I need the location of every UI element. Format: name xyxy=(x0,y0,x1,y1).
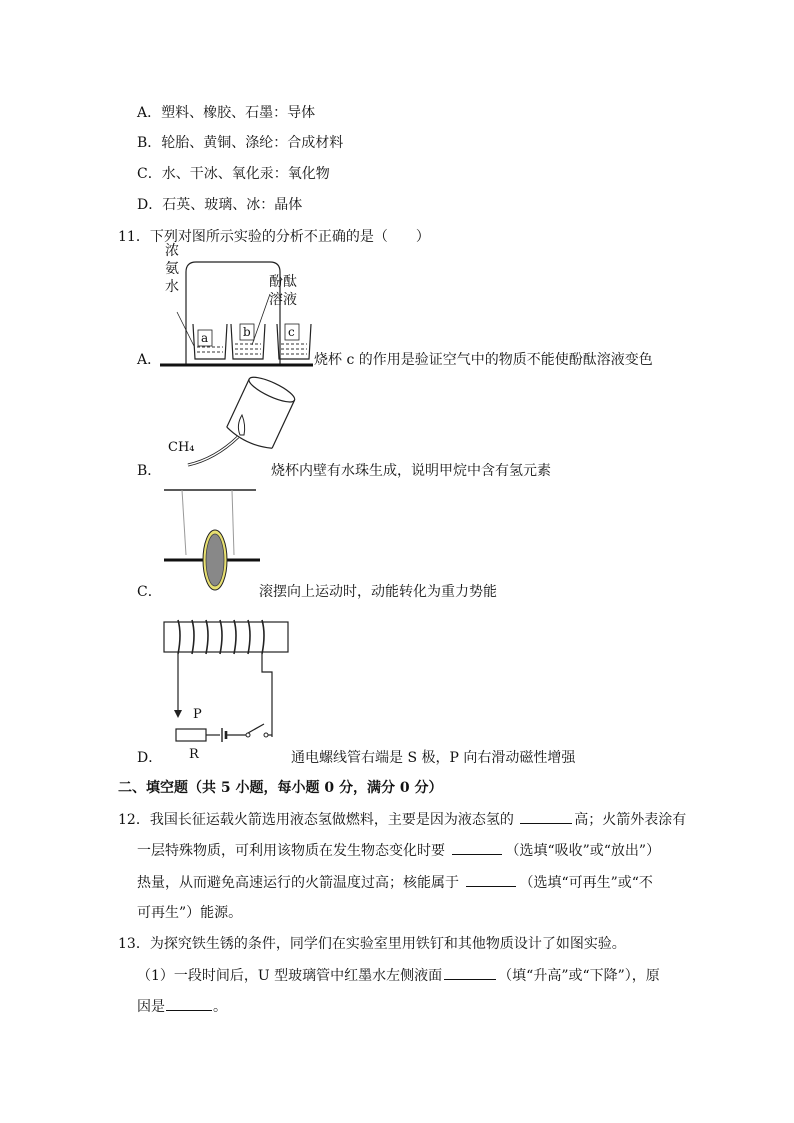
q11-d-text: 通电螺线管右端是 S 极，P 向右滑动磁性增强 xyxy=(291,750,576,766)
q12-line-3: 热量，从而避免高速运行的火箭温度过高；核能属于 （选填“可再生”或“不 xyxy=(137,872,653,893)
q12-line-4: 可再生”）能源。 xyxy=(137,905,243,921)
q10-option-b: B．轮胎、黄铜、涤纶：合成材料 xyxy=(137,135,344,151)
q12-blank-1[interactable] xyxy=(520,809,572,824)
methane-combustion-diagram xyxy=(160,375,280,485)
q13-blank-1[interactable] xyxy=(444,965,496,980)
q11-a-letter: A． xyxy=(137,352,162,368)
q10-option-c: C．水、干冰、氧化汞：氧化物 xyxy=(137,166,330,182)
section-title: 二、填空题（共 5 小题，每小题 0 分，满分 0 分） xyxy=(118,780,443,796)
q12-blank-3[interactable] xyxy=(466,872,516,887)
conc-ammonia-label-3: 水 xyxy=(165,279,179,295)
conc-ammonia-label-2: 氨 xyxy=(165,261,179,277)
solenoid-circuit-diagram xyxy=(160,612,300,752)
q12-line-1: 12．我国长征运载火箭选用液态氢做燃料，主要是因为液态氢的 高；火箭外表涂有 xyxy=(118,809,686,830)
q11-stem: 11．下列对图所示实验的分析不正确的是（ ） xyxy=(118,229,430,245)
r-label: R xyxy=(189,747,199,762)
q10-option-d: D．石英、玻璃、冰：晶体 xyxy=(137,197,303,213)
q11-b-text: 烧杯内壁有水珠生成，说明甲烷中含有氢元素 xyxy=(271,463,551,479)
q13-part1-line1: （1）一段时间后，U 型玻璃管中红墨水左侧液面 （填“升高”或“下降”），原 xyxy=(137,965,660,986)
q13-part1-line2: 因是 。 xyxy=(137,996,227,1017)
beaker-a-label: a xyxy=(201,331,209,345)
q11-c-text: 滚摆向上运动时，动能转化为重力势能 xyxy=(259,584,497,600)
p-label: P xyxy=(193,707,202,722)
q11-a-text: 烧杯 c 的作用是验证空气中的物质不能使酚酞溶液变色 xyxy=(314,352,653,368)
ch4-label: CH₄ xyxy=(168,440,195,455)
conc-ammonia-label-1: 浓 xyxy=(165,243,179,259)
q13-blank-2[interactable] xyxy=(166,996,212,1011)
q11-b-letter: B． xyxy=(137,463,162,479)
phenolphthalein-label-1: 酚酞 xyxy=(269,274,297,290)
q12-line-2: 一层特殊物质，可利用该物质在发生物态变化时要 （选填“吸收”或“放出”） xyxy=(137,840,660,861)
beaker-b-label: b xyxy=(243,325,251,339)
q11-d-letter: D． xyxy=(137,750,163,766)
phenolphthalein-label-2: 溶液 xyxy=(269,292,297,308)
q12-blank-2[interactable] xyxy=(452,840,502,855)
maxwell-wheel-diagram xyxy=(160,485,270,585)
q11-c-letter: C． xyxy=(137,584,162,600)
beaker-c-label: c xyxy=(288,325,295,339)
q10-option-a: A．塑料、橡胶、石墨：导体 xyxy=(137,105,316,121)
q13-stem: 13．为探究铁生锈的条件，同学们在实验室里用铁钉和其他物质设计了如图实验。 xyxy=(118,936,626,952)
